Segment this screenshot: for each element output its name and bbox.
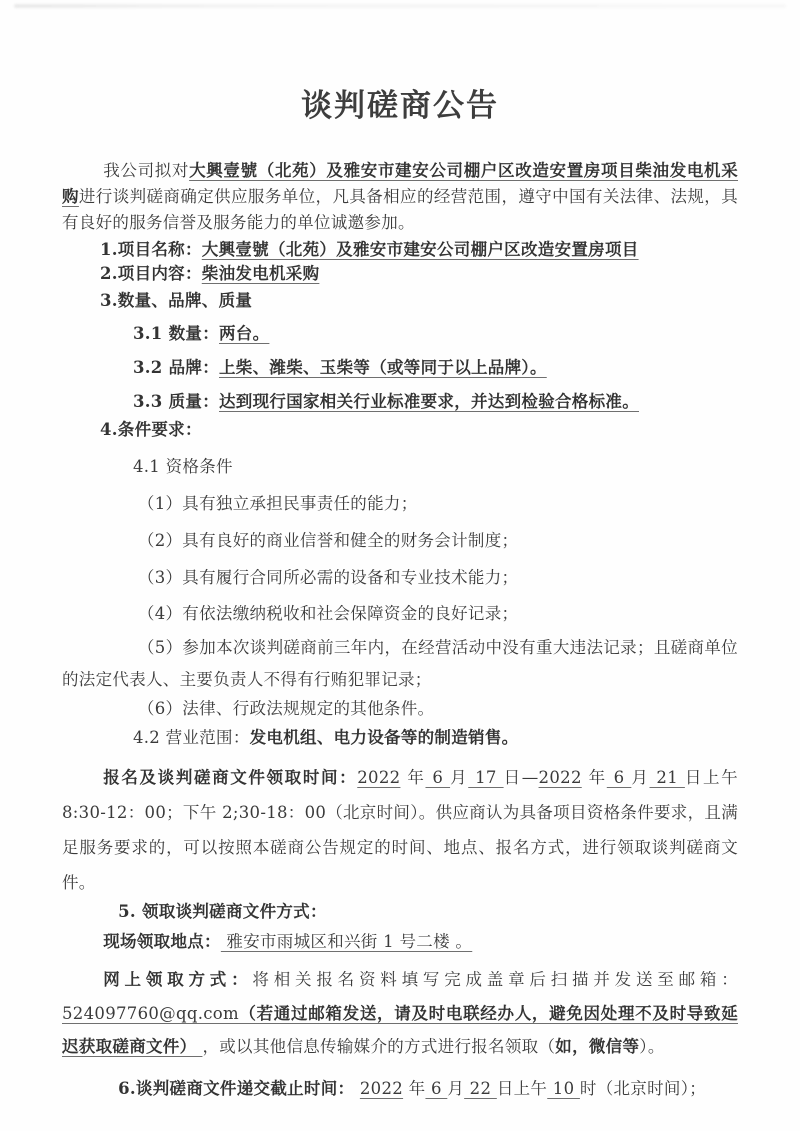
text-run: 1.项目名称： (99, 240, 202, 259)
text-run: 大興壹號（北苑）及雅安市建安公司棚户区改造安置房项目 (201, 240, 639, 259)
text-run: 21 (649, 768, 685, 787)
text-run: 时（北京时间）； (579, 1078, 707, 1098)
text-run: 17 (468, 768, 504, 787)
text-run: 10 (547, 1078, 580, 1098)
text-run: 将相关报名资料填写完成盖章后扫描并发送至邮箱： (252, 970, 738, 989)
text-run: 柴油发电机采购 (201, 264, 320, 283)
text-run: 6 (606, 768, 632, 787)
text-run: 4.条件要求： (99, 420, 202, 439)
text-run: （3）具有履行合同所必需的设备和专业技术能力； (137, 568, 519, 587)
text-run: 3.2 品牌： (132, 358, 219, 377)
item-6-deadline (118, 1077, 738, 1101)
text-run: 网上领取方式： (103, 970, 253, 989)
text-run: （2）具有良好的商业信誉和健全的财务会计制度； (137, 531, 519, 550)
text-run: 年 (400, 768, 426, 787)
text-run: 现场领取地点： (103, 932, 221, 951)
document-body (62, 158, 738, 1101)
item-4-2-business-scope (133, 726, 738, 750)
text-run: 我公司拟对 (103, 161, 190, 180)
text-run: 进行谈判磋商确定供应服务单位，凡具备相应的经营范围，遵守中国有关法律、法规，具有良好的服务信誉及服务能力的单位诚邀参加。 (62, 187, 738, 232)
qualification-4 (62, 602, 738, 626)
qualification-6 (62, 697, 738, 721)
text-run: 日上午 8:30-12：00；下午 2;30-18：00（北京时间）。供应商认为具备项目资格条件要求，且满足服务要求的，可以按照本磋商公告规定的时间、地点、报名方式，进行领取谈判磋商文件。 (62, 768, 738, 892)
text-run: ）。 (639, 1037, 665, 1056)
text-run: 6 (425, 768, 451, 787)
text-run: 月 (447, 1078, 465, 1098)
text-run: 两台。 (219, 324, 270, 343)
item-1-project-name (100, 238, 738, 262)
text-run: 5. 领取谈判磋商文件方式： (118, 902, 327, 921)
text-run: 日上午 (496, 1078, 548, 1098)
text-run: 524097760@qq.com (62, 1003, 239, 1023)
text-run: 日— (503, 768, 539, 787)
item-3-3-quality (133, 390, 738, 414)
page-title: 谈判磋商公告 (301, 88, 499, 124)
text-run: （6）法律、行政法规规定的其他条件。 (137, 699, 435, 718)
text-run: （若通过邮箱发送，请及时电联经办人，避免因处理不及时导致延迟获取磋商文件） (62, 1003, 738, 1056)
item-4-heading (100, 418, 738, 442)
text-run: 月 (450, 768, 469, 787)
signup-time-paragraph (62, 760, 738, 900)
item-3-2-brand (133, 356, 738, 380)
text-run: 报名及谈判磋商文件领取时间： (103, 768, 358, 787)
item-5-heading (118, 900, 738, 924)
text-run: 3.数量、品牌、质量 (99, 291, 253, 310)
intro-paragraph (62, 158, 738, 236)
text-run: 大興壹號（北苑）及雅安市建安公司棚户区改造安置房项目柴油发电机采购 (62, 161, 738, 206)
text-run: 6.谈判磋商文件递交截止时间： (118, 1078, 355, 1098)
text-run: ，或以其他信息传输媒介的方式进行报名领取（ (202, 1037, 556, 1056)
qualification-2 (62, 529, 738, 553)
text-run: 2022 (357, 768, 401, 787)
text-run: 如，微信等 (555, 1037, 640, 1056)
text-run: 4.1 资格条件 (132, 457, 233, 476)
text-run: 月 (631, 768, 650, 787)
text-run: 4.2 营业范围： (132, 728, 250, 747)
text-run: 上柴、潍柴、玉柴等（或等同于以上品牌）。 (219, 358, 547, 377)
text-run: （1）具有独立承担民事责任的能力； (137, 494, 418, 513)
online-pickup-method (62, 963, 738, 1064)
text-run: 年 (403, 1078, 426, 1098)
text-run: 2022 (538, 768, 582, 787)
text-run: 2022 (359, 1078, 404, 1098)
item-2-project-content (100, 262, 738, 286)
text-run: 3.1 数量： (132, 324, 219, 343)
text-run: 6 (425, 1078, 448, 1098)
text-run: 22 (464, 1078, 497, 1098)
onsite-pickup-location (62, 930, 738, 954)
item-3-1-quantity (133, 322, 738, 346)
text-run: 发电机组、电力设备等的制造销售。 (249, 728, 519, 747)
text-run: 达到现行国家相关行业标准要求，并达到检验合格标准。 (219, 392, 639, 411)
qualification-3 (62, 566, 738, 590)
qualification-1 (62, 492, 738, 516)
text-run: （5）参加本次谈判磋商前三年内，在经营活动中没有重大违法记录；且磋商单位的法定代表人、主要负责人不得有行贿犯罪记录； (62, 638, 738, 689)
text-run: （4）有依法缴纳税收和社会保障资金的良好记录； (137, 604, 519, 623)
text-run: 3.3 质量： (132, 392, 219, 411)
text-run: 年 (581, 768, 607, 787)
qualification-5 (62, 632, 738, 696)
item-3-heading (100, 289, 738, 313)
text-run: 2.项目内容： (99, 264, 202, 283)
item-4-1-qualification (133, 455, 738, 479)
text-run: 雅安市雨城区和兴街 1 号二楼 。 (220, 932, 473, 951)
